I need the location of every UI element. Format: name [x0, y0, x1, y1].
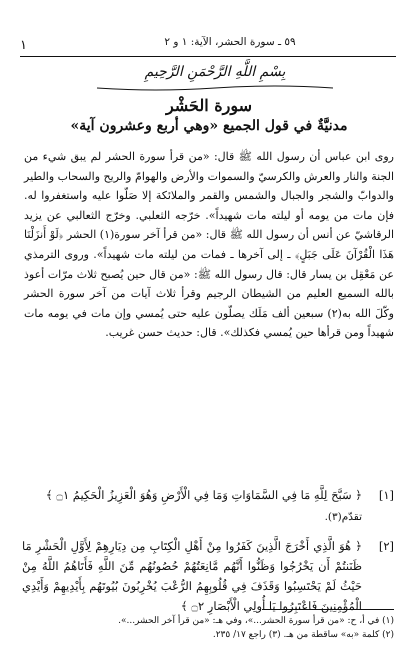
verse-text: ﴿ سَبَّحَ لِلَّهِ مَا فِي السَّمَاوَاتِ وَمَا فِي الْأَرْضِ وَهُوَ الْعَزِيزُ الْحَكِيمُ ۝١ ﴾	[45, 488, 362, 502]
running-header: ٥٩ ـ سورة الحشر، الآية: ١ و ٢	[164, 36, 296, 48]
basmala-calligraphy: بِسْمِ اللَّهِ الرَّحْمَنِ الرَّحِيمِ	[144, 64, 286, 80]
page-number: ١	[20, 38, 27, 53]
verse-number: [٢]	[378, 539, 394, 553]
verse-number: [١]	[378, 488, 394, 502]
verse-block	[22, 485, 394, 527]
verse-text: ﴿ هُوَ الَّذِي أَخْرَجَ الَّذِينَ كَفَرُوا مِنْ أَهْلِ الْكِتَابِ مِن دِيَارِهِمْ لِأَوَّلِ الْحَشْرِ مَا ظَنَنتُمْ أَن يَخْرُجُوا وَظَنُّوا أَنَّهُم مَّانِعَتُهُمْ حُصُونُهُم مِّنَ اللَّهِ فَأَتَاهُمُ اللَّهُ مِنْ حَيْثُ لَمْ يَحْتَسِبُوا وَقَذَفَ فِي قُلُوبِهِمُ الرُّعْبَ يُخْرِبُونَ بُيُوتَهُم بِأَيْدِيهِمْ وَأَيْدِي الْمُؤْمِنِينَ فَاعْتَبِرُوا يَا أُولِي الْأَبْصَارِ ۝٢ ﴾	[22, 539, 362, 613]
verse-block	[22, 536, 394, 616]
surah-subtitle: مدنيَّةٌ في قول الجميع «وهي أربع وعشرون آية»	[70, 118, 348, 134]
footnotes	[24, 614, 394, 642]
surah-title: سورة الحَشْر	[165, 96, 253, 115]
calligraphy-swash	[95, 84, 335, 92]
footnote-divider	[262, 609, 394, 610]
intro-paragraph: روى ابن عباس أن رسول الله ﷺ قال: «من قرأ سورة الحشر لم يبق شيء من الجنة والنار والعرش والكرسيّ والسموات والأرض والهوامّ والريح والسحاب والطير والدوابّ والشجر والجبال والشمس والقمر والملائكة إلا صَلّوا عليه واستغفروا له. فإن مات من يومه أو ليلته مات شهيداً». خرّجه الثعلبي. وخرّج الثعالبي عن يزيد الرقاشيّ عن أنس أن رسول الله ﷺ قال: «من قرأ آخر سورة(١) الحشر ﴿لَوْ أَنزَلْنَا هَذَا الْقُرْآنَ عَلَى جَبَلٍ﴾ ـ إلى آخرها ـ فمات من ليلته مات شهيداً». وروى الترمذي عن مَعْقِل بن يسار قال: قال رسول الله ﷺ: «من قال حين يُصبح ثلاث مرّات أعوذ بالله السميع العليم من الشيطان الرجيم وقرأ ثلاث آيات من آخر سورة الحشر وكّلَ الله به(٢) سبعين ألف مَلَك يصلّون عليه حتى يُمسي وإن مات في يومه مات شهيداً ومن قرأها حين يُمسي فكذلك». قال: حديث حسن غريب.	[24, 150, 394, 340]
intro-text	[24, 147, 394, 343]
footnote: (١) في أ، ح: «من قرأ سورة الحشر...»، وفي هـ: «من قرأ آخر الحشر...».	[118, 616, 394, 626]
verse-commentary: تقدّم(٣).	[324, 511, 362, 523]
footnote: (٢) كلمة «به» ساقطة من هـ. (٣) راجع ١٧/ ٢٣٥.	[212, 630, 394, 640]
header-divider	[20, 56, 396, 57]
